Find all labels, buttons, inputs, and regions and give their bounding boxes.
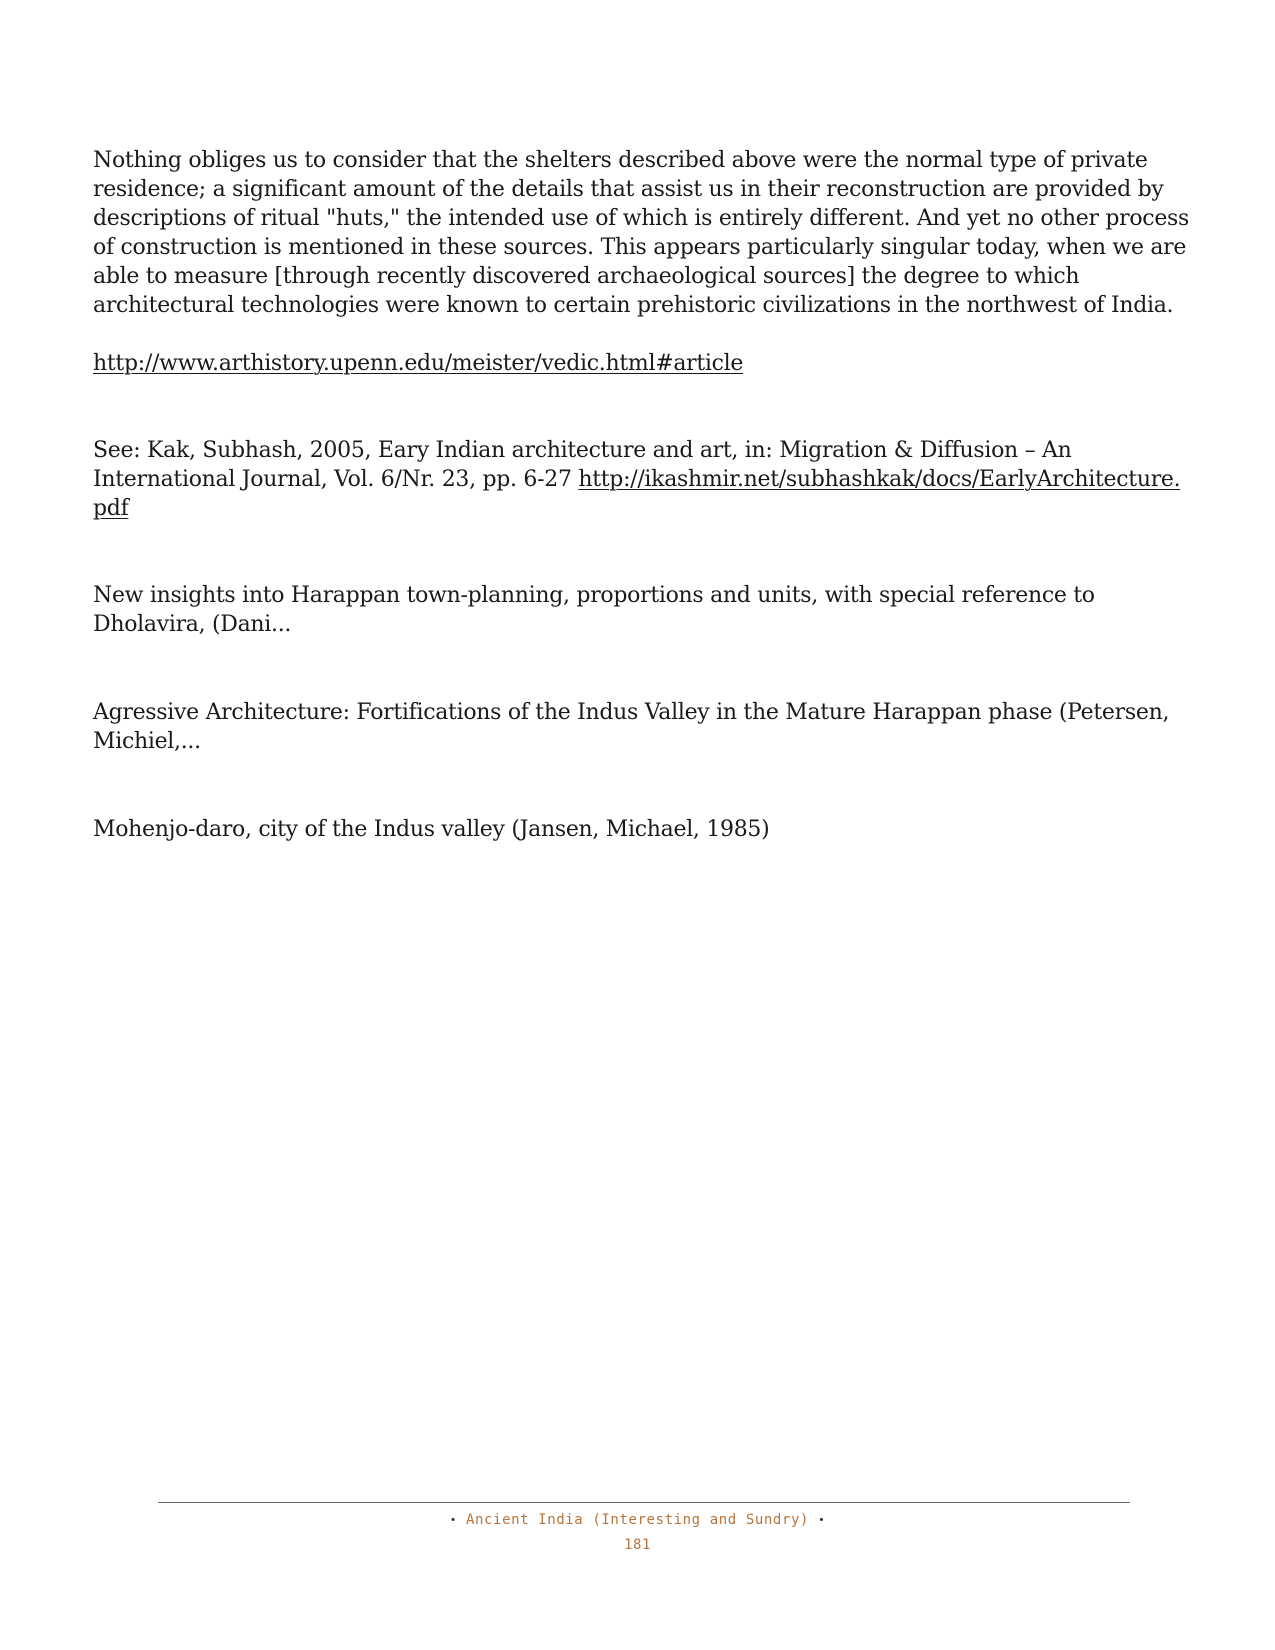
page-number: 181 — [623, 1537, 652, 1553]
reference-text: See: Kak, Subhash, 2005, Eary Indian architecture and art, in: Migration & Diffusion – An International Journal, Vol. 6/Nr. 23, pp. 6-27 — [93, 438, 1072, 492]
reference-link[interactable]: http://ikashmir.net/subhashkak/docs/EarlyArchitecture.pdf — [93, 467, 1181, 521]
running-footer — [0, 1512, 1275, 1528]
page-body — [93, 146, 1193, 844]
bibliography-entry: New insights into Harappan town-planning, proportions and units, with special reference to Dholavira, (Dani... — [93, 583, 1095, 637]
bibliography-entry: Agressive Architecture: Fortifications of the Indus Valley in the Mature Harappan phase (Petersen, Michiel,... — [93, 700, 1170, 754]
bullet-icon: • — [449, 1513, 457, 1527]
footer-title: Ancient India (Interesting and Sundry) — [465, 1512, 810, 1528]
body-paragraph: Nothing obliges us to consider that the shelters described above were the normal type of private residence; a significant amount of the details that assist us in their reconstruction are provided by descriptions of ritual "huts," the intended use of which is entirely different. And yet no other process of construction is mentioned in these sources. This appears particularly singular today, when we are able to measure [through recently discovered archaeological sources] the degree to which architectural technologies were known to certain prehistoric civilizations in the northwest of India. — [93, 148, 1190, 318]
article-link[interactable]: http://www.arthistory.upenn.edu/meister/vedic.html#article — [93, 351, 744, 376]
bibliography-entry: Mohenjo-daro, city of the Indus valley (Jansen, Michael, 1985) — [93, 817, 770, 842]
article-link-paragraph — [93, 349, 1193, 378]
bullet-icon: • — [818, 1513, 826, 1527]
footer-divider — [158, 1502, 1130, 1503]
reference-paragraph — [93, 436, 1193, 523]
